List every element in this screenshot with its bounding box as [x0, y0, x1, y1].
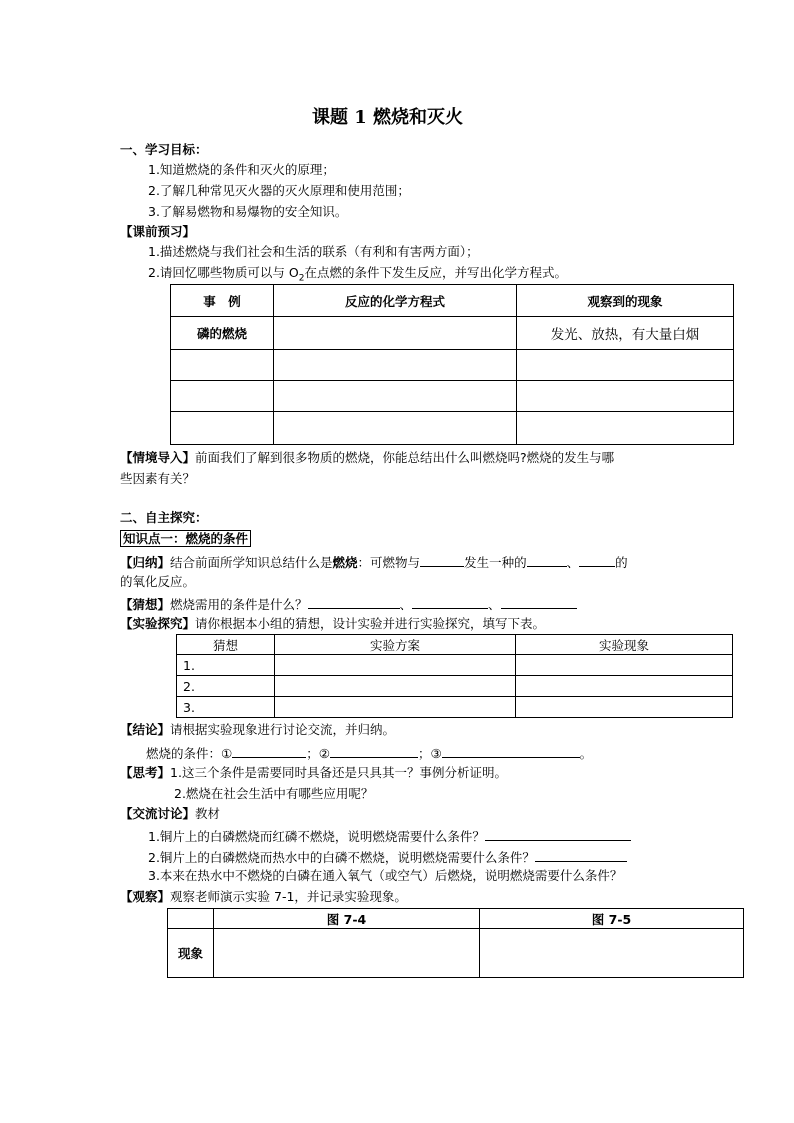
- experiment-table: [176, 634, 733, 718]
- summary-text-2: 的氧化反应。: [120, 574, 196, 589]
- summary-blank-1[interactable]: [420, 553, 464, 567]
- experiment-table-cell: 1.: [177, 655, 275, 676]
- conclusion-cond-c: ；③: [417, 746, 442, 761]
- think-label: 【思考】: [120, 765, 171, 780]
- preview-heading: 【课前预习】: [120, 224, 196, 239]
- page-title: 课题 1 燃烧和灭火: [312, 107, 464, 128]
- condition-blank-2[interactable]: [330, 744, 418, 758]
- conclusion-label: 【结论】: [120, 722, 171, 737]
- reaction-table-cell[interactable]: [274, 350, 517, 381]
- knowledge-point-title: 知识点一：燃烧的条件: [120, 530, 251, 547]
- reaction-table-cell: 磷的燃烧: [171, 317, 274, 350]
- reaction-table-cell[interactable]: [517, 381, 734, 412]
- experiment-text: 请你根据本小组的猜想，设计实验并进行实验探究，填写下表。: [195, 616, 546, 631]
- section-heading-goals: 一、学习目标：: [120, 142, 208, 157]
- intro-label: 【情境导入】: [120, 450, 196, 465]
- condition-blank-3[interactable]: [442, 744, 580, 758]
- experiment-table-header: 猜想: [177, 635, 275, 655]
- think-question-1: 1.这三个条件是需要同时具备还是只具其一？事例分析证明。: [170, 765, 507, 780]
- guess-text: 燃烧需用的条件是什么？: [170, 597, 308, 612]
- summary-text-d: 、: [566, 555, 580, 570]
- reaction-table-cell[interactable]: [171, 412, 274, 445]
- summary-bold-term: 燃烧: [332, 555, 358, 570]
- discuss-blank-2[interactable]: [535, 848, 627, 862]
- preview-q2-text-b: 在点燃的条件下发生反应，并写出化学方程式。: [304, 265, 567, 280]
- experiment-table-cell[interactable]: [516, 655, 733, 676]
- summary-text-e: 的: [615, 555, 628, 570]
- experiment-table-cell[interactable]: [516, 697, 733, 718]
- reaction-table-header: 反应的化学方程式: [274, 285, 517, 317]
- discuss-q2-text: 2.铜片上的白磷燃烧而热水中的白磷不燃烧，说明燃烧需要什么条件？: [148, 850, 535, 865]
- reaction-table-cell[interactable]: [517, 412, 734, 445]
- guess-blank-2[interactable]: [412, 595, 488, 609]
- discuss-question-1: [148, 827, 631, 845]
- conclusion-cond-d: 。: [579, 746, 593, 761]
- experiment-table-cell: 3.: [177, 697, 275, 718]
- intro-text-1: 前面我们了解到很多物质的燃烧，你能总结出什么叫燃烧吗?燃烧的发生与哪: [195, 450, 615, 465]
- summary-line: [120, 553, 628, 571]
- discuss-blank-1[interactable]: [485, 827, 631, 841]
- discuss-q1-text: 1.铜片上的白磷燃烧而红磷不燃烧，说明燃烧需要什么条件？: [148, 829, 485, 844]
- reaction-table-header: 观察到的现象: [517, 285, 734, 317]
- summary-text-a: 结合前面所学知识总结什么是: [170, 555, 333, 570]
- reaction-table-cell[interactable]: [517, 350, 734, 381]
- guess-blank-3[interactable]: [501, 595, 577, 609]
- summary-text-c: 发生一种的: [464, 555, 527, 570]
- guess-sep-1: 、: [399, 597, 413, 612]
- reaction-table: [170, 284, 734, 445]
- discuss-question-2: [148, 848, 627, 866]
- conclusion-conditions: [146, 744, 592, 762]
- summary-label: 【归纳】: [120, 555, 171, 570]
- observe-cell-fig-7-5[interactable]: [480, 929, 744, 978]
- observe-row-label: 现象: [168, 929, 214, 978]
- conclusion-cond-a: 燃烧的条件：①: [146, 746, 233, 761]
- reaction-table-cell[interactable]: [171, 350, 274, 381]
- experiment-table-cell[interactable]: [275, 655, 516, 676]
- reaction-table-cell: 发光、放热，有大量白烟: [517, 317, 734, 350]
- observe-table-header: 图 7-5: [480, 909, 744, 929]
- preview-question-1: 1.描述燃烧与我们社会和生活的联系（有利和有害两方面）；: [148, 244, 479, 259]
- conclusion-text: 请根据实验现象进行讨论交流，并归纳。: [170, 722, 396, 737]
- guess-sep-2: 、: [488, 597, 501, 612]
- experiment-table-cell[interactable]: [275, 697, 516, 718]
- experiment-table-cell[interactable]: [275, 676, 516, 697]
- reaction-table-header: 事 例: [171, 285, 274, 317]
- conclusion-line: [120, 722, 395, 738]
- experiment-table-cell[interactable]: [516, 676, 733, 697]
- discuss-question-3: 3.本来在热水中不燃烧的白磷在通入氧气（或空气）后燃烧，说明燃烧需要什么条件？: [148, 868, 623, 883]
- preview-q2-subscript: 2: [298, 273, 305, 284]
- observe-text: 观察老师演示实验 7-1，并记录实验现象。: [170, 889, 407, 904]
- reaction-table-cell[interactable]: [274, 381, 517, 412]
- discuss-line: [120, 806, 220, 822]
- guess-label: 【猜想】: [120, 597, 171, 612]
- discuss-text: 教材: [195, 806, 221, 821]
- observe-table: [167, 908, 744, 978]
- goal-item: 1.知道燃烧的条件和灭火的原理；: [148, 162, 335, 177]
- preview-q2-text-a: 2.请回忆哪些物质可以与 O: [148, 265, 299, 280]
- guess-blank-1[interactable]: [308, 595, 400, 609]
- observe-cell-fig-7-4[interactable]: [214, 929, 480, 978]
- reaction-table-cell[interactable]: [274, 317, 517, 350]
- summary-text-b: ：可燃物与: [357, 555, 421, 570]
- experiment-table-header: 实验现象: [516, 635, 733, 655]
- summary-blank-2[interactable]: [527, 553, 567, 567]
- conclusion-cond-b: ；②: [306, 746, 330, 761]
- observe-table-header: 图 7-4: [214, 909, 480, 929]
- reaction-table-cell[interactable]: [274, 412, 517, 445]
- intro-text-2: 些因素有关？: [120, 471, 196, 486]
- observe-table-header: [168, 909, 214, 929]
- observe-label: 【观察】: [120, 889, 171, 904]
- condition-blank-1[interactable]: [232, 744, 306, 758]
- guess-line: [120, 595, 577, 613]
- goal-item: 2.了解几种常见灭火器的灭火原理和使用范围；: [148, 183, 410, 198]
- discuss-label: 【交流讨论】: [120, 806, 196, 821]
- summary-blank-3[interactable]: [579, 553, 615, 567]
- think-question-2: 2.燃烧在社会生活中有哪些应用呢？: [174, 786, 374, 801]
- experiment-table-header: 实验方案: [275, 635, 516, 655]
- goal-item: 3.了解易燃物和易爆物的安全知识。: [148, 204, 348, 219]
- experiment-table-cell: 2.: [177, 676, 275, 697]
- reaction-table-cell[interactable]: [171, 381, 274, 412]
- think-line: [120, 765, 507, 781]
- observe-line: [120, 889, 407, 905]
- experiment-line: [120, 616, 545, 632]
- intro-paragraph: [120, 450, 614, 466]
- experiment-label: 【实验探究】: [120, 616, 196, 631]
- section-heading-explore: 二、自主探究：: [120, 510, 208, 525]
